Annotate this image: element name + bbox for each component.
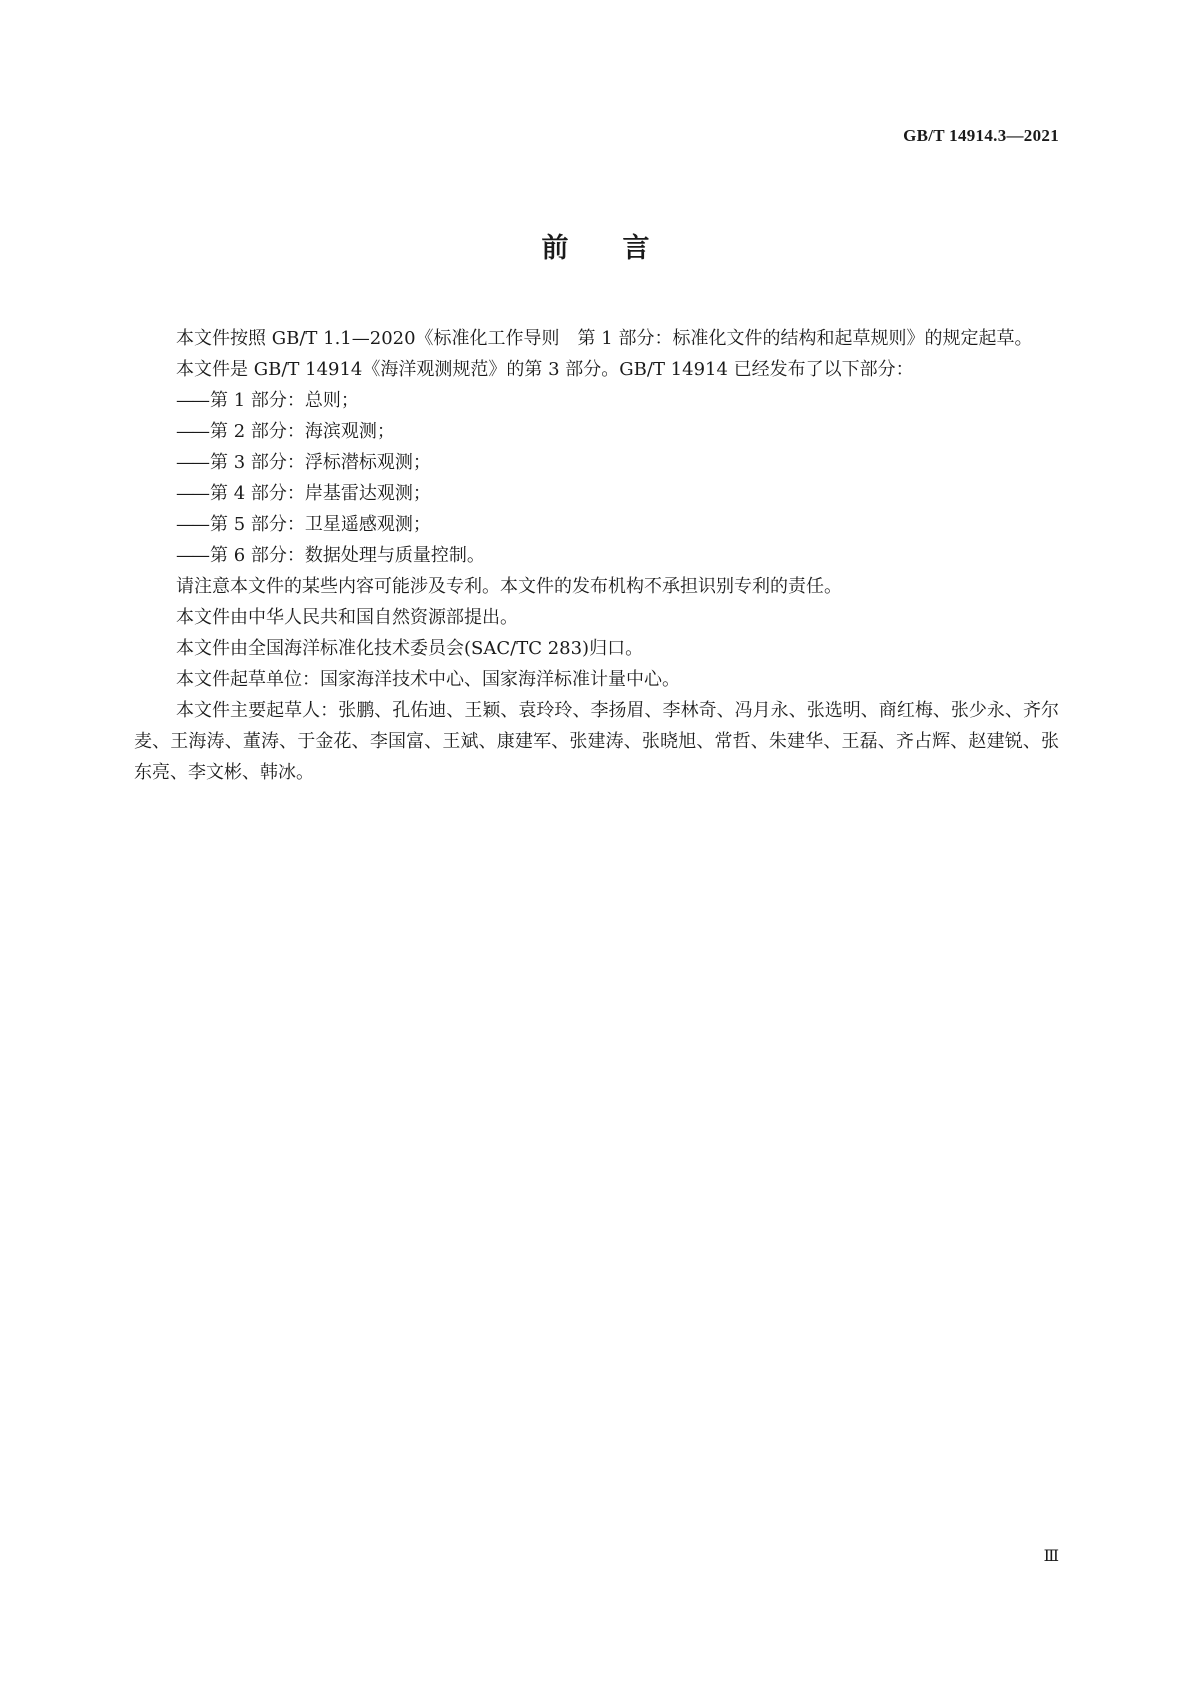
part-list-item: —— 第 5 部分：卫星遥感观测； — [176, 514, 431, 535]
page-title — [0, 226, 1191, 265]
paragraph-drafting-basis: 本文件按照 GB/T 1.1—2020《标准化工作导则 第 1 部分：标准化文件的结构和起草规则》的规定起草。 — [176, 328, 1033, 349]
paragraph-series-info: 本文件是 GB/T 14914《海洋观测规范》的第 3 部分。GB/T 14914 已经发布了以下部分： — [176, 359, 914, 380]
paragraph-patent-notice: 请注意本文件的某些内容可能涉及专利。本文件的发布机构不承担识别专利的责任。 — [176, 576, 842, 597]
part-list-item: —— 第 3 部分：浮标潜标观测； — [176, 452, 431, 473]
paragraph-drafting-units: 本文件起草单位：国家海洋技术中心、国家海洋标准计量中心。 — [176, 669, 680, 690]
paragraph-drafters: 本文件主要起草人：张鹏、孔佑迪、王颖、袁玲玲、李扬眉、李林奇、冯月永、张选明、商红梅、张少永、齐尔麦、王海涛、董涛、于金花、李国富、王斌、康建军、张建涛、张晓旭、常哲、朱建华、王磊、齐占辉、赵建锐、张东亮、李文彬、韩冰。 — [134, 700, 1059, 783]
page-number: Ⅲ — [1043, 1548, 1059, 1565]
part-list-item: —— 第 4 部分：岸基雷达观测； — [176, 483, 431, 504]
part-list-item: —— 第 2 部分：海滨观测； — [176, 421, 395, 442]
part-list-item: —— 第 6 部分：数据处理与质量控制。 — [176, 545, 485, 566]
paragraph-technical-committee: 本文件由全国海洋标准化技术委员会(SAC/TC 283)归口。 — [176, 638, 644, 659]
part-list-item: —— 第 1 部分：总则； — [176, 390, 359, 411]
document-number: GB/T 14914.3—2021 — [903, 126, 1059, 145]
foreword-body — [134, 323, 1059, 788]
paragraph-proposer: 本文件由中华人民共和国自然资源部提出。 — [176, 607, 518, 628]
title-char-1: 前 — [541, 233, 569, 264]
title-char-2: 言 — [622, 233, 650, 264]
